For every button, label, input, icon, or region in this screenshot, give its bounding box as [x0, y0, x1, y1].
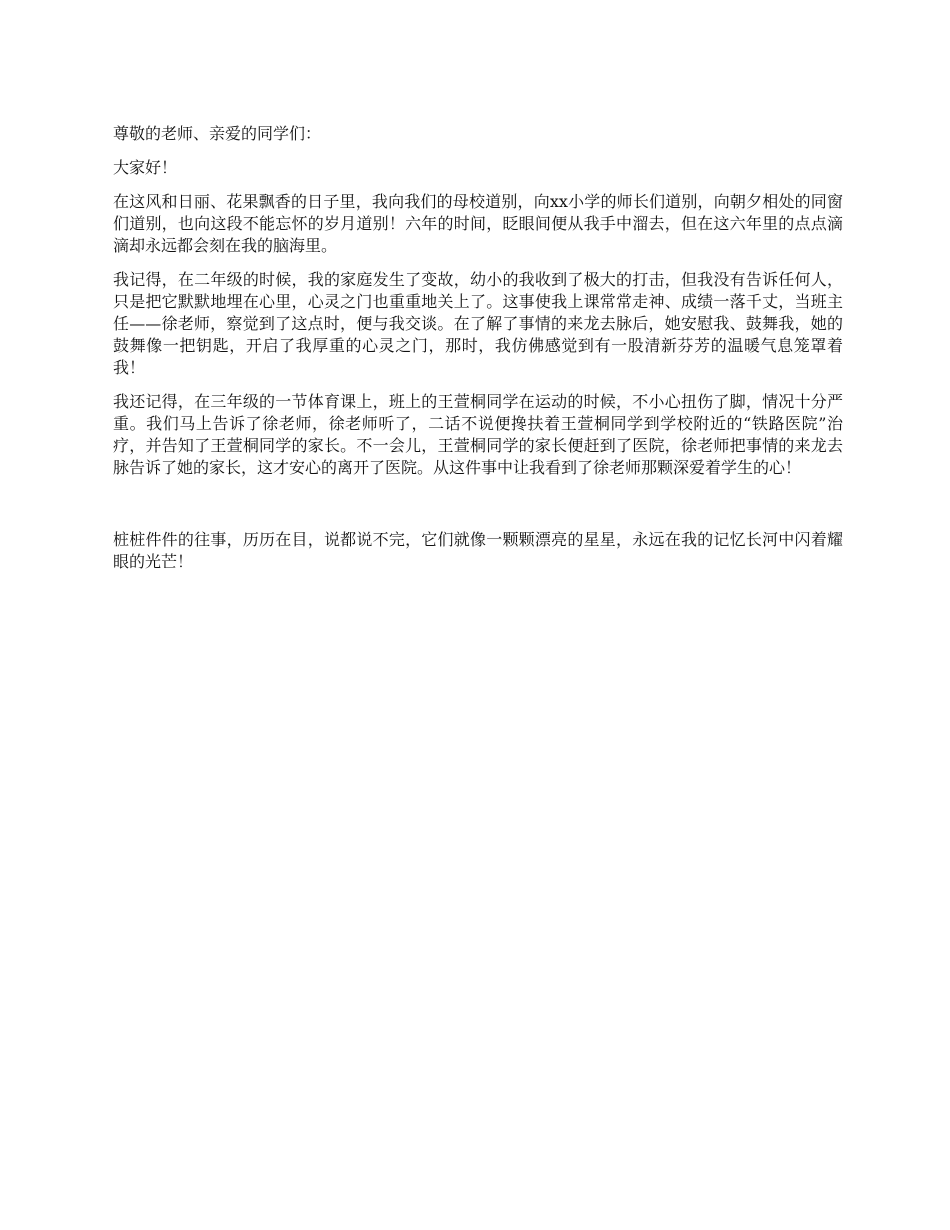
- paragraph-farewell: 在这风和日丽、花果飘香的日子里，我向我们的母校道别，向xx小学的师长们道别，向朝夕相处的同窗们道别，也向这段不能忘怀的岁月道别！六年的时间，眨眼间便从我手中溜去，但在这六年里的点点滴滴却永远都会刻在我的脑海里。: [113, 192, 843, 255]
- document-page: [113, 123, 843, 585]
- greeting: 大家好！: [113, 158, 178, 177]
- paragraph-memory-grade-two: 我记得，在二年级的时候，我的家庭发生了变故，幼小的我收到了极大的打击，但我没有告诉任何人，只是把它默默地埋在心里，心灵之门也重重地关上了。这事使我上课常常走神、成绩一落千丈，当班主任——徐老师，察觉到了这点时，便与我交谈。在了解了事情的来龙去脉后，她安慰我、鼓舞我，她的鼓舞像一把钥匙，开启了我厚重的心灵之门，那时，我仿佛感觉到有一股清新芬芳的温暖气息笼罩着我！: [113, 270, 843, 377]
- blank-spacer: [113, 491, 843, 529]
- closing-paragraph: 桩桩件件的往事，历历在目，说都说不完，它们就像一颗颗漂亮的星星，永远在我的记忆长河中闪着耀眼的光芒！: [113, 530, 843, 571]
- salutation: 尊敬的老师、亲爱的同学们：: [113, 124, 322, 143]
- paragraph-memory-grade-three: 我还记得，在三年级的一节体育课上，班上的王萱桐同学在运动的时候，不小心扭伤了脚，情况十分严重。我们马上告诉了徐老师，徐老师听了，二话不说便搀扶着王萱桐同学到学校附近的“铁路医院”治疗，并告知了王萱桐同学的家长。不一会儿，王萱桐同学的家长便赶到了医院，徐老师把事情的来龙去脉告诉了她的家长，这才安心的离开了医院。从这件事中让我看到了徐老师那颗深爱着学生的心！: [113, 392, 843, 477]
